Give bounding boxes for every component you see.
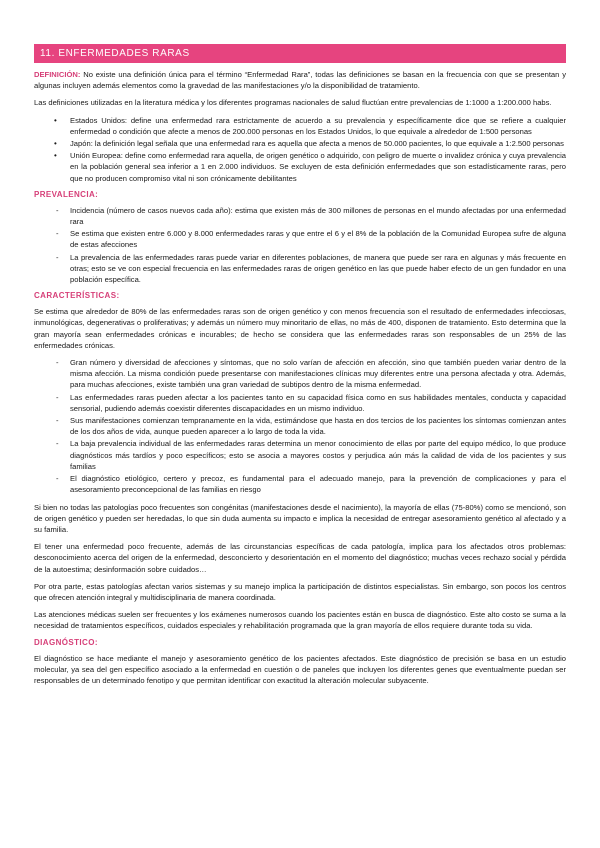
list-item: - El diagnóstico etiológico, certero y precoz, es fundamental para el adecuado manejo, para la prevención de complicaciones y para el asesoramiento preconcepcional de las familias en riesgo [34,473,566,495]
definition-label: DEFINICIÓN: [34,70,81,79]
definitions-list [34,115,566,184]
body-paragraph: El tener una enfermedad poco frecuente, además de las circunstancias específicas de cada patología, implica para los afectados otros problemas: desconocimiento acerca del origen de la enfermedad, desconcierto y desorientación en el momento del diagnóstico; muchas veces rechazo social y pérdida de la autoestima; desinformación sobre cuidados… [34,542,566,574]
prevalence-intro: Las definiciones utilizadas en la literatura médica y los diferentes programas nacionales de salud fluctúan entre prevalencias de 1:1000 a 1:200.000 habs. [34,98,552,108]
body-paragraph: Si bien no todas las patologías poco frecuentes son congénitas (manifestaciones desde el nacimiento), la mayoría de ellas (75-80%) como se mencionó, son de origen genético y pueden ser heredadas, lo que sin duda aumenta su impacto e implica la necesidad de entregar asesoramiento genético al afectado y a su familia. [34,502,566,534]
definition-paragraph [34,69,566,91]
prevalence-list [34,205,566,285]
section-heading-diagnostico: DIAGNÓSTICO: [34,637,98,647]
list-item: - Sus manifestaciones comienzan tempranamente en la vida, estimándose que hasta en dos tercios de los pacientes los síntomas comienzan antes de los dos años de vida, aunque pueden aparecer a lo largo de toda la vida. [34,415,566,437]
list-item: • Unión Europea: define como enfermedad rara aquella, de origen genético o adquirido, con peligro de muerte o invalidez crónica y cuya prevalencia en la población general sea inferior a 1 en 2.000 individuos. Se excluyen de esta definición enfermedades que son estadísticamente raras, pero que no producen compromiso vital ni son crónicamente debilitantes [34,150,566,184]
definition-text: No existe una definición única para el término “Enfermedad Rara”, todas las definiciones se basan en la frecuencia con que se presentan y algunas incluyen además elementos como la gravedad de las manifestaciones y/o la disponibilidad de tratamiento. [34,70,566,91]
list-item: - Gran número y diversidad de afecciones y síntomas, que no solo varían de afección en afección, sino que también pueden variar dentro de la misma afección. La misma condición puede presentarse con manifestaciones clínicas muy diferentes entre una persona afectada y otra. Además, para muchas afecciones, existe también una gran variedad de subtipos dentro de la misma enfermedad. [34,357,566,391]
body-paragraph: Por otra parte, estas patologías afectan varios sistemas y su manejo implica la participación de distintos especialistas. Sin embargo, son pocos los centros que ofrecen atención integral y multidisciplinaria de manera coordinada. [34,581,566,602]
section-heading-caracteristicas: CARACTERÍSTICAS: [34,291,120,301]
list-item: - Se estima que existen entre 6.000 y 8.000 enfermedades raras y que entre el 6 y el 8% de la población de la Comunidad Europea sufre de alguna de estas afecciones [34,228,566,250]
list-item: - La prevalencia de las enfermedades raras puede variar en diferentes poblaciones, de manera que puede ser rara en algunas y más frecuente en otras; esto se ve con especial frecuencia en las enfermedades raras de origen genético en las que puede haber efecto de un gen fundador en una población específica. [34,252,566,286]
list-item: • Estados Unidos: define una enfermedad rara estrictamente de acuerdo a su prevalencia y específicamente dice que se refiere a cualquier enfermedad o condición que afecte a menos de 200.000 personas en los Estados Unidos, lo que equivale a alrededor de 1:500 personas [34,115,566,137]
list-item: - La baja prevalencia individual de las enfermedades raras determina un menor conocimiento de ellas por parte del equipo médico, lo que produce diagnósticos más tardíos y poco específicos; esto se asocia a mayores costos y perjudica aún más la calidad de vida de los pacientes y sus familias [34,438,566,472]
characteristics-list [34,357,566,495]
diagnosis-paragraph: El diagnóstico se hace mediante el manejo y asesoramiento genético de los pacientes afectados. Este diagnóstico de precisión se basa en un estudio molecular, ya sea del gen específico asociado a la enfermedad en cuestión o de paneles que incluyen los diferentes genes que eventualmente puedan ser responsables de un determinado fenotipo y que permitan identificar con exactitud la alteración molecular subyacente. [34,653,566,685]
characteristics-intro: Se estima que alrededor de 80% de las enfermedades raras son de origen genético y con menos frecuencia son el resultado de enfermedades infecciosas, inmunológicas, degenerativas o proliferativas; y además un número muy minoritario de ellas, no más de 400, disponen de tratamiento. Esto determina que la gran mayoría sean enfermedades crónicas e incurables; de hecho se considera que las enfermedades raras son responsables de un 25% de las enfermedades crónicas. [34,307,566,350]
page-title: 11. ENFERMEDADES RARAS [34,44,566,63]
list-item: - Incidencia (número de casos nuevos cada año): estima que existen más de 300 millones de personas en el mundo afectadas por una enfermedad rara [34,205,566,227]
list-item: - Las enfermedades raras pueden afectar a los pacientes tanto en su capacidad física como en sus habilidades mentales, conducta y capacidad sensorial, pudiendo además coexistir diferentes discapacidades en un mismo individuo. [34,392,566,414]
list-item: • Japón: la definición legal señala que una enfermedad rara es aquella que afecta a menos de 50.000 pacientes, lo que equivale a 1:2.500 personas [34,138,566,149]
section-heading-prevalencia: PREVALENCIA: [34,189,99,199]
body-paragraph: Las atenciones médicas suelen ser frecuentes y los exámenes numerosos cuando los pacientes están en busca de diagnóstico. Este alto costo se suma a la necesidad de tratamientos específicos, cuidados especiales y rehabilitación programada que la gran mayoría de ellos requiere durante toda su vida. [34,610,566,631]
